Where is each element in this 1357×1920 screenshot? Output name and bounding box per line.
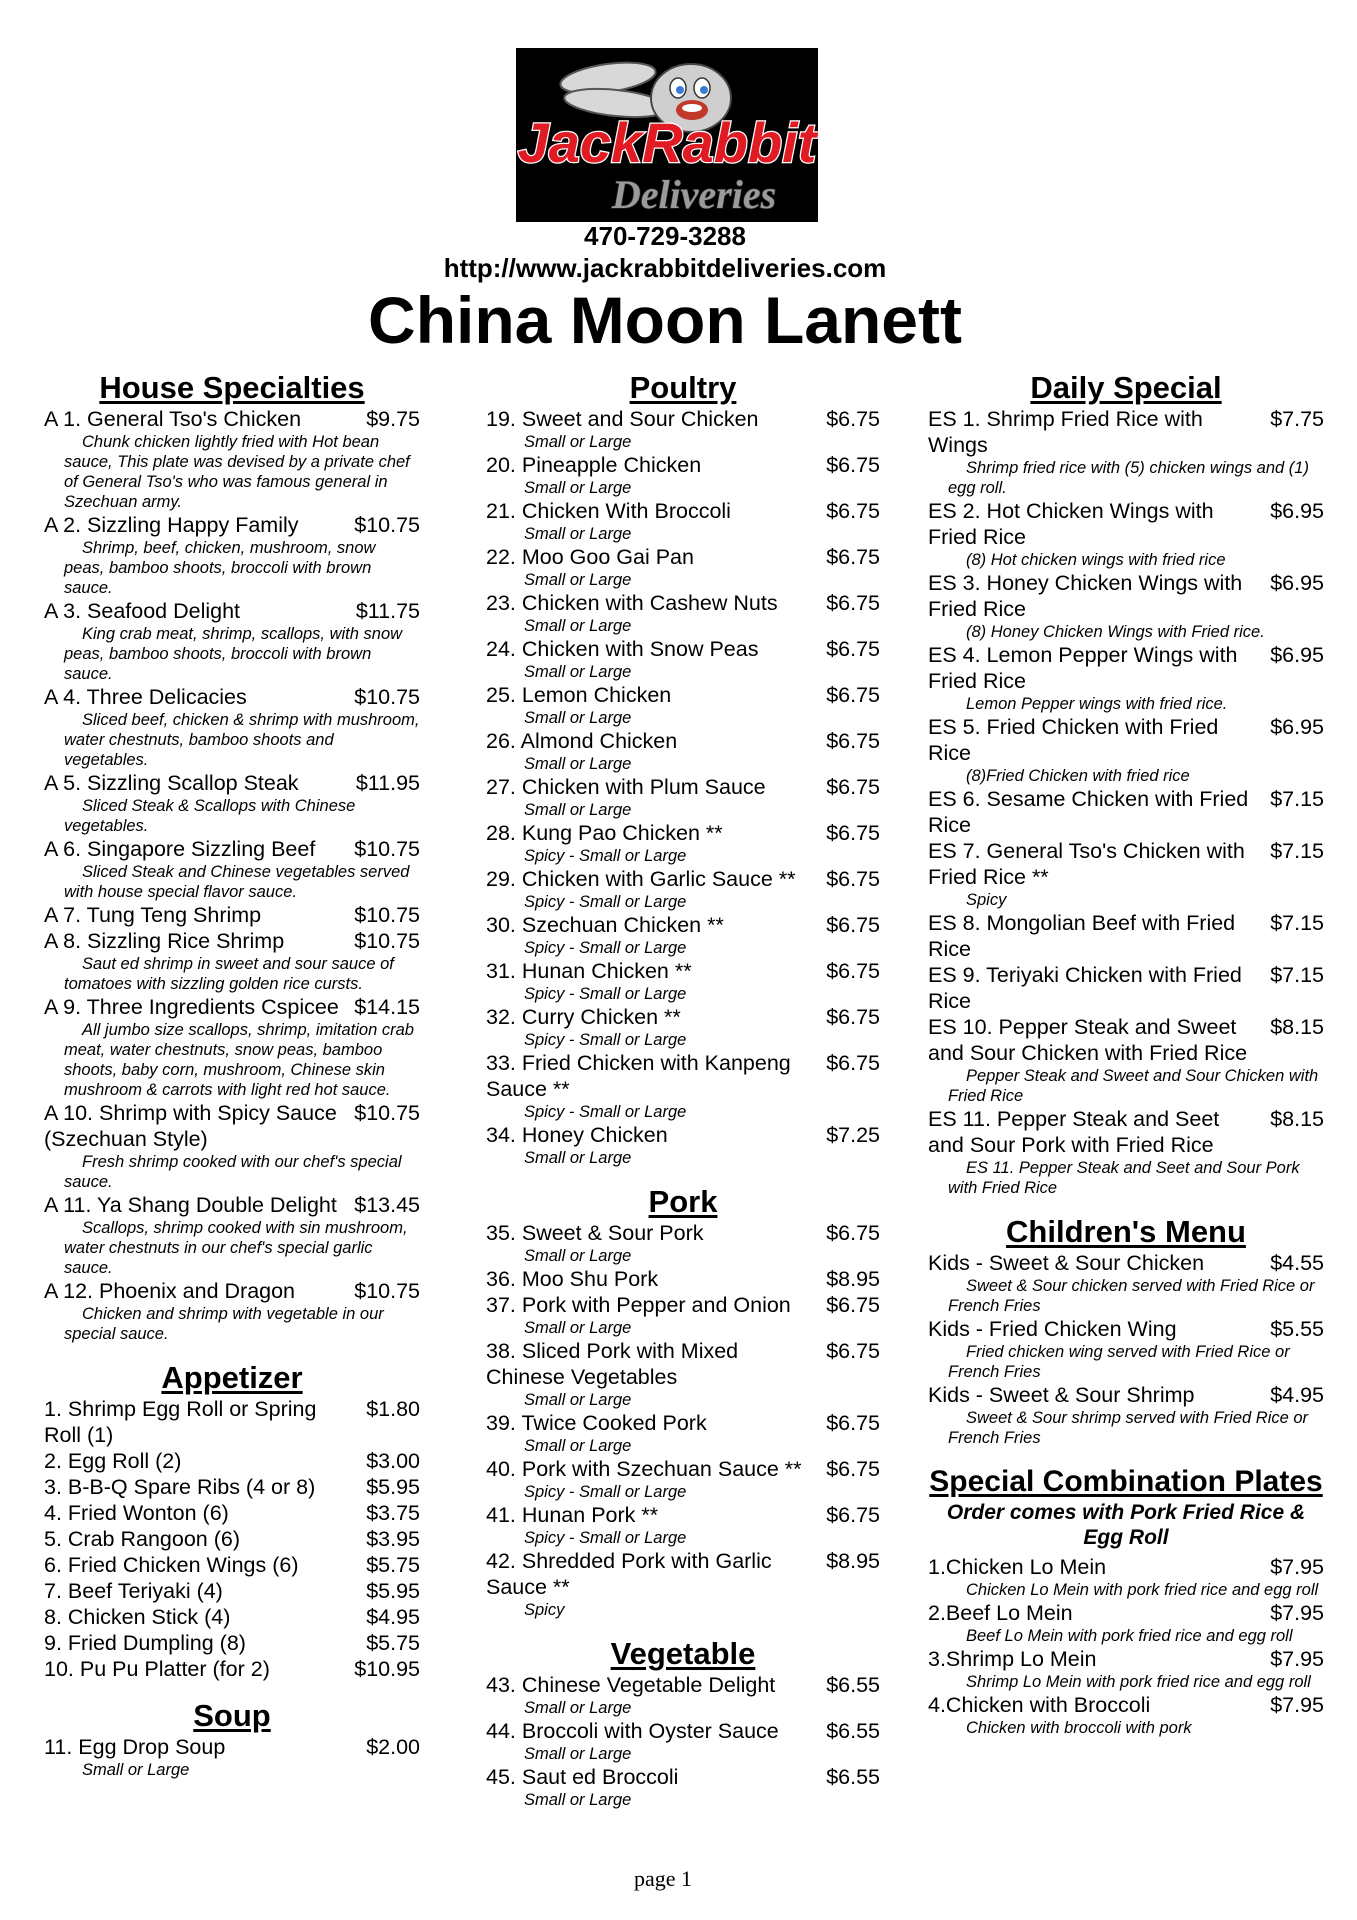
menu-item[interactable] bbox=[928, 406, 1324, 498]
menu-item-name: 33. Fried Chicken with Kanpeng Sauce ** bbox=[486, 1051, 791, 1101]
menu-item-description: Small or Large bbox=[524, 617, 632, 635]
menu-item[interactable] bbox=[44, 1578, 420, 1604]
menu-item[interactable] bbox=[928, 1554, 1324, 1600]
menu-item-name: 36. Moo Shu Pork bbox=[486, 1267, 659, 1291]
menu-item-name: ES 8. Mongolian Beef with Fried Rice bbox=[928, 911, 1236, 961]
menu-item-name: 22. Moo Goo Gai Pan bbox=[486, 545, 694, 569]
childrens-menu-list bbox=[928, 1250, 1324, 1448]
menu-item-name: 2.Beef Lo Mein bbox=[928, 1601, 1073, 1625]
pork-list bbox=[486, 1220, 880, 1620]
menu-item-description: Spicy - Small or Large bbox=[524, 1031, 687, 1049]
menu-item[interactable] bbox=[486, 1050, 880, 1122]
menu-item[interactable] bbox=[44, 1734, 420, 1780]
menu-item-description: Chunk chicken lightly fried with Hot bean sauce, This plate was devised by a private chef of General Tso's who was famous general in Szechuan army. bbox=[64, 433, 410, 511]
menu-item-name: 28. Kung Pao Chicken ** bbox=[486, 821, 723, 845]
menu-item-name: 26. Almond Chicken bbox=[486, 729, 678, 753]
menu-item[interactable] bbox=[486, 1502, 880, 1548]
menu-item-price: $6.75 bbox=[826, 867, 880, 891]
menu-item[interactable] bbox=[486, 912, 880, 958]
menu-item[interactable] bbox=[44, 928, 420, 994]
menu-item[interactable] bbox=[928, 838, 1324, 910]
menu-item-price: $6.75 bbox=[826, 1503, 880, 1527]
menu-item[interactable] bbox=[928, 1646, 1324, 1692]
menu-item-price: $10.95 bbox=[354, 1657, 420, 1681]
menu-item[interactable] bbox=[486, 1764, 880, 1810]
menu-item-price: $6.75 bbox=[826, 683, 880, 707]
menu-item-price: $7.15 bbox=[1270, 787, 1324, 811]
menu-item[interactable] bbox=[44, 1500, 420, 1526]
menu-item-description: Small or Large bbox=[524, 709, 632, 727]
menu-item-name: A 4. Three Delicacies bbox=[44, 685, 247, 709]
menu-item-price: $5.95 bbox=[366, 1475, 420, 1499]
menu-item-name: 25. Lemon Chicken bbox=[486, 683, 672, 707]
menu-item-description: Spicy - Small or Large bbox=[524, 893, 687, 911]
menu-item-price: $6.75 bbox=[826, 1339, 880, 1363]
page-number: page 1 bbox=[634, 1866, 693, 1891]
menu-item[interactable] bbox=[486, 544, 880, 590]
menu-item-price: $7.95 bbox=[1270, 1555, 1324, 1579]
menu-item[interactable] bbox=[44, 406, 420, 512]
menu-item[interactable] bbox=[486, 1266, 880, 1292]
menu-item[interactable] bbox=[486, 590, 880, 636]
menu-item[interactable] bbox=[486, 1456, 880, 1502]
menu-item-price: $6.95 bbox=[1270, 499, 1324, 523]
menu-item[interactable] bbox=[928, 1106, 1324, 1198]
menu-item[interactable] bbox=[44, 1396, 420, 1448]
menu-item-name: 19. Sweet and Sour Chicken bbox=[486, 407, 759, 431]
menu-item[interactable] bbox=[928, 714, 1324, 786]
menu-item-price: $7.15 bbox=[1270, 839, 1324, 863]
menu-item-price: $7.15 bbox=[1270, 911, 1324, 935]
menu-item-description: Small or Large bbox=[524, 755, 632, 773]
menu-item-description: Spicy bbox=[966, 891, 1007, 909]
menu-item-name: 20. Pineapple Chicken bbox=[486, 453, 702, 477]
menu-item-price: $6.95 bbox=[1270, 571, 1324, 595]
section-title-appetizer: Appetizer bbox=[161, 1360, 303, 1395]
menu-item-name: 30. Szechuan Chicken ** bbox=[486, 913, 724, 937]
menu-item-price: $6.75 bbox=[826, 407, 880, 431]
menu-item-name: 34. Honey Chicken bbox=[486, 1123, 668, 1147]
menu-item[interactable] bbox=[486, 1410, 880, 1456]
menu-item-name: 31. Hunan Chicken ** bbox=[486, 959, 692, 983]
menu-item-description: Sliced Steak and Chinese vegetables served with house special flavor sauce. bbox=[64, 863, 410, 901]
menu-item[interactable] bbox=[928, 1014, 1324, 1106]
menu-item[interactable] bbox=[928, 1250, 1324, 1316]
menu-item-description: Spicy - Small or Large bbox=[524, 847, 687, 865]
menu-item-price: $3.75 bbox=[366, 1501, 420, 1525]
menu-item-name: ES 10. Pepper Steak and Sweet and Sour Chicken with Fried Rice bbox=[928, 1015, 1248, 1065]
rabbit-icon bbox=[516, 48, 818, 222]
menu-item-price: $6.75 bbox=[826, 499, 880, 523]
menu-item-price: $6.75 bbox=[826, 1293, 880, 1317]
menu-item-price: $2.00 bbox=[366, 1735, 420, 1759]
menu-item-description: Small or Large bbox=[524, 1437, 632, 1455]
menu-item[interactable] bbox=[486, 728, 880, 774]
menu-item-price: $4.95 bbox=[1270, 1383, 1324, 1407]
menu-item-name: 21. Chicken With Broccoli bbox=[486, 499, 731, 523]
menu-item-name: 6. Fried Chicken Wings (6) bbox=[44, 1553, 299, 1577]
menu-item-name: A 5. Sizzling Scallop Steak bbox=[44, 771, 299, 795]
menu-item-name: 44. Broccoli with Oyster Sauce bbox=[486, 1719, 779, 1743]
menu-item[interactable] bbox=[44, 1278, 420, 1344]
menu-item-name: A 2. Sizzling Happy Family bbox=[44, 513, 299, 537]
menu-item-description: Sweet & Sour chicken served with Fried Rice or French Fries bbox=[948, 1277, 1315, 1315]
section-title-combination-plates: Special Combination Plates bbox=[929, 1465, 1323, 1498]
menu-item-price: $5.95 bbox=[366, 1579, 420, 1603]
menu-item-description: (8) Hot chicken wings with fried rice bbox=[966, 551, 1226, 569]
column-right bbox=[928, 370, 1324, 1738]
menu-item-price: $1.80 bbox=[366, 1397, 420, 1421]
menu-item-name: Kids - Sweet & Sour Chicken bbox=[928, 1251, 1205, 1275]
menu-item[interactable] bbox=[928, 786, 1324, 838]
menu-item-price: $7.15 bbox=[1270, 963, 1324, 987]
menu-item-price: $14.15 bbox=[354, 995, 420, 1019]
menu-item-name: ES 9. Teriyaki Chicken with Fried Rice bbox=[928, 963, 1242, 1013]
menu-item-price: $8.15 bbox=[1270, 1015, 1324, 1039]
section-title-house-specialties: House Specialties bbox=[99, 370, 365, 405]
menu-item-name: 3. B-B-Q Spare Ribs (4 or 8) bbox=[44, 1475, 316, 1499]
menu-item-description: Shrimp, beef, chicken, mushroom, snow peas, bamboo shoots, broccoli with brown sauce. bbox=[64, 539, 376, 597]
menu-item-name: A 6. Singapore Sizzling Beef bbox=[44, 837, 316, 861]
menu-item-price: $5.75 bbox=[366, 1631, 420, 1655]
menu-item-price: $6.75 bbox=[826, 775, 880, 799]
menu-item-name: 42. Shredded Pork with Garlic Sauce ** bbox=[486, 1549, 772, 1599]
menu-item-price: $6.75 bbox=[826, 959, 880, 983]
menu-item[interactable] bbox=[44, 1192, 420, 1278]
menu-item-description: Fried chicken wing served with Fried Rice or French Fries bbox=[948, 1343, 1290, 1381]
menu-item-description: Small or Large bbox=[82, 1761, 190, 1779]
menu-item-description: Scallops, shrimp cooked with sin mushroom, water chestnuts in our chef's special garlic sauce. bbox=[64, 1219, 408, 1277]
menu-item[interactable] bbox=[928, 642, 1324, 714]
menu-item-name: 32. Curry Chicken ** bbox=[486, 1005, 681, 1029]
menu-item-name: 45. Saut ed Broccoli bbox=[486, 1765, 679, 1789]
menu-item-name: ES 7. General Tso's Chicken with Fried Rice ** bbox=[928, 839, 1245, 889]
combination-note: Order comes with Pork Fried Rice & Egg Roll bbox=[946, 1501, 1306, 1549]
menu-item[interactable] bbox=[486, 1338, 880, 1410]
menu-item[interactable] bbox=[486, 1672, 880, 1718]
menu-item[interactable] bbox=[486, 1548, 880, 1620]
menu-item[interactable] bbox=[486, 866, 880, 912]
menu-item-price: $5.55 bbox=[1270, 1317, 1324, 1341]
menu-item-description: Spicy - Small or Large bbox=[524, 985, 687, 1003]
menu-item-price: $3.95 bbox=[366, 1527, 420, 1551]
menu-item[interactable] bbox=[486, 1220, 880, 1266]
menu-item[interactable] bbox=[44, 836, 420, 902]
menu-item-description: Shrimp fried rice with (5) chicken wings and (1) egg roll. bbox=[948, 459, 1309, 497]
menu-item-description: All jumbo size scallops, shrimp, imitation crab meat, water chestnuts, snow peas, bamboo shoots, baby corn, mushroom, Chinese skin mushroom & carrots with light red hot sauce. bbox=[64, 1021, 414, 1099]
combination-plates-list bbox=[928, 1554, 1324, 1738]
menu-item[interactable] bbox=[44, 994, 420, 1100]
menu-item[interactable] bbox=[44, 512, 420, 598]
menu-item-price: $5.75 bbox=[366, 1553, 420, 1577]
menu-item-description: Sweet & Sour shrimp served with Fried Rice or French Fries bbox=[948, 1409, 1309, 1447]
menu-item[interactable] bbox=[486, 1004, 880, 1050]
menu-item-name: 41. Hunan Pork ** bbox=[486, 1503, 659, 1527]
menu-item-price: $7.95 bbox=[1270, 1693, 1324, 1717]
menu-item-price: $6.75 bbox=[826, 1457, 880, 1481]
menu-item[interactable] bbox=[486, 682, 880, 728]
column-middle bbox=[486, 370, 880, 1810]
menu-item-name: A 12. Phoenix and Dragon bbox=[44, 1279, 296, 1303]
menu-item-description: King crab meat, shrimp, scallops, with snow peas, bamboo shoots, broccoli with brown sauce. bbox=[64, 625, 403, 683]
menu-item-name: A 8. Sizzling Rice Shrimp bbox=[44, 929, 285, 953]
menu-item-name: Kids - Sweet & Sour Shrimp bbox=[928, 1383, 1195, 1407]
menu-item-price: $6.95 bbox=[1270, 643, 1324, 667]
menu-item-description: Chicken with broccoli with pork bbox=[966, 1719, 1192, 1737]
section-title-pork: Pork bbox=[648, 1184, 718, 1219]
menu-item-name: 1.Chicken Lo Mein bbox=[928, 1555, 1107, 1579]
menu-item-name: 23. Chicken with Cashew Nuts bbox=[486, 591, 778, 615]
menu-item-name: 10. Pu Pu Platter (for 2) bbox=[44, 1657, 270, 1681]
menu-item-price: $10.75 bbox=[354, 903, 420, 927]
menu-item-description: Small or Large bbox=[524, 1149, 632, 1167]
menu-item-name: ES 1. Shrimp Fried Rice with Wings bbox=[928, 407, 1203, 457]
menu-item-name: 11. Egg Drop Soup bbox=[44, 1735, 226, 1759]
menu-item-name: 39. Twice Cooked Pork bbox=[486, 1411, 707, 1435]
menu-item-price: $6.75 bbox=[826, 1221, 880, 1245]
menu-item-price: $6.95 bbox=[1270, 715, 1324, 739]
menu-item-price: $7.95 bbox=[1270, 1601, 1324, 1625]
menu-item[interactable] bbox=[928, 1692, 1324, 1738]
menu-item[interactable] bbox=[928, 910, 1324, 962]
menu-item-price: $10.75 bbox=[354, 837, 420, 861]
menu-item[interactable] bbox=[486, 958, 880, 1004]
phone-number[interactable]: 470-729-3288 bbox=[584, 221, 746, 251]
menu-item-description: Small or Large bbox=[524, 479, 632, 497]
poultry-list bbox=[486, 406, 880, 1168]
appetizer-list bbox=[44, 1396, 420, 1682]
menu-item-description: Fresh shrimp cooked with our chef's special sauce. bbox=[64, 1153, 402, 1191]
menu-item-price: $6.55 bbox=[826, 1719, 880, 1743]
menu-item-price: $10.75 bbox=[354, 1279, 420, 1303]
menu-item-name: 7. Beef Teriyaki (4) bbox=[44, 1579, 223, 1603]
menu-item[interactable] bbox=[928, 570, 1324, 642]
menu-item-price: $6.55 bbox=[826, 1673, 880, 1697]
menu-item-name: 29. Chicken with Garlic Sauce ** bbox=[486, 867, 796, 891]
menu-item[interactable] bbox=[44, 1552, 420, 1578]
menu-item-price: $6.75 bbox=[826, 913, 880, 937]
menu-item-price: $10.75 bbox=[354, 513, 420, 537]
menu-item-description: Small or Large bbox=[524, 433, 632, 451]
menu-item-name: 24. Chicken with Snow Peas bbox=[486, 637, 759, 661]
menu-item-description: Saut ed shrimp in sweet and sour sauce of tomatoes with sizzling golden rice cursts. bbox=[64, 955, 394, 993]
menu-item-name: A 9. Three Ingredients Cspicee bbox=[44, 995, 339, 1019]
menu-item-price: $6.75 bbox=[826, 1051, 880, 1075]
menu-item-description: Chicken and shrimp with vegetable in our special sauce. bbox=[64, 1305, 384, 1343]
menu-item-price: $6.75 bbox=[826, 1005, 880, 1029]
menu-item-description: Spicy - Small or Large bbox=[524, 1483, 687, 1501]
menu-item-name: ES 4. Lemon Pepper Wings with Fried Rice bbox=[928, 643, 1238, 693]
menu-item-price: $6.75 bbox=[826, 591, 880, 615]
menu-item-price: $6.75 bbox=[826, 729, 880, 753]
menu-item-price: $11.75 bbox=[355, 599, 420, 623]
menu-item-price: $6.75 bbox=[826, 1411, 880, 1435]
menu-item-price: $8.95 bbox=[826, 1549, 880, 1573]
menu-item-description: Small or Large bbox=[524, 1699, 632, 1717]
menu-item-price: $6.75 bbox=[826, 821, 880, 845]
menu-item[interactable] bbox=[44, 1526, 420, 1552]
menu-item-price: $7.75 bbox=[1270, 407, 1324, 431]
menu-item-description: Small or Large bbox=[524, 801, 632, 819]
menu-item-name: 27. Chicken with Plum Sauce bbox=[486, 775, 766, 799]
menu-item-name: 40. Pork with Szechuan Sauce ** bbox=[486, 1457, 802, 1481]
menu-item[interactable] bbox=[44, 770, 420, 836]
menu-item-description: Spicy - Small or Large bbox=[524, 939, 687, 957]
menu-item-price: $8.95 bbox=[826, 1267, 880, 1291]
menu-item[interactable] bbox=[44, 598, 420, 684]
vegetable-list bbox=[486, 1672, 880, 1810]
menu-item-price: $6.75 bbox=[826, 637, 880, 661]
menu-item-description: Sliced beef, chicken & shrimp with mushroom, water chestnuts, bamboo shoots and vegetables. bbox=[64, 711, 420, 769]
menu-item-name: A 10. Shrimp with Spicy Sauce (Szechuan Style) bbox=[44, 1101, 337, 1151]
menu-item[interactable] bbox=[44, 902, 420, 928]
section-title-poultry: Poultry bbox=[629, 370, 737, 405]
menu-item-description: Small or Large bbox=[524, 571, 632, 589]
menu-item-description: ES 11. Pepper Steak and Seet and Sour Pork with Fried Rice bbox=[948, 1159, 1300, 1197]
svg-text:JackRabbit: JackRabbit bbox=[517, 111, 817, 174]
svg-text:Deliveries: Deliveries bbox=[611, 172, 777, 217]
menu-item-name: 9. Fried Dumpling (8) bbox=[44, 1631, 246, 1655]
menu-item[interactable] bbox=[928, 1316, 1324, 1382]
menu-item-name: 37. Pork with Pepper and Onion bbox=[486, 1293, 791, 1317]
menu-item-name: 38. Sliced Pork with Mixed Chinese Vegetables bbox=[486, 1339, 739, 1389]
menu-item-name: 5. Crab Rangoon (6) bbox=[44, 1527, 240, 1551]
menu-item[interactable] bbox=[44, 1630, 420, 1656]
menu-item[interactable] bbox=[928, 1600, 1324, 1646]
menu-item[interactable] bbox=[486, 636, 880, 682]
menu-item[interactable] bbox=[486, 406, 880, 452]
menu-item[interactable] bbox=[44, 684, 420, 770]
menu-item-name: ES 6. Sesame Chicken with Fried Rice bbox=[928, 787, 1249, 837]
menu-item-description: Spicy - Small or Large bbox=[524, 1529, 687, 1547]
menu-item-description: (8) Honey Chicken Wings with Fried rice. bbox=[966, 623, 1265, 641]
menu-item-description: Small or Large bbox=[524, 663, 632, 681]
menu-item-description: Beef Lo Mein with pork fried rice and egg roll bbox=[966, 1627, 1293, 1645]
column-left bbox=[44, 370, 420, 1780]
menu-item-description: Chicken Lo Mein with pork fried rice and egg roll bbox=[966, 1581, 1319, 1599]
section-title-daily-special: Daily Special bbox=[1030, 370, 1222, 405]
menu-item-price: $10.75 bbox=[354, 929, 420, 953]
menu-item-name: 3.Shrimp Lo Mein bbox=[928, 1647, 1097, 1671]
soup-list bbox=[44, 1734, 420, 1780]
house-specialties-list bbox=[44, 406, 420, 1344]
menu-item-price: $10.75 bbox=[354, 1101, 420, 1125]
menu-item[interactable] bbox=[486, 1718, 880, 1764]
menu-item[interactable] bbox=[486, 1122, 880, 1168]
menu-item[interactable] bbox=[486, 452, 880, 498]
menu-item-name: Kids - Fried Chicken Wing bbox=[928, 1317, 1177, 1341]
menu-item-price: $8.15 bbox=[1270, 1107, 1324, 1131]
menu-item-description: Lemon Pepper wings with fried rice. bbox=[966, 695, 1228, 713]
menu-item-description: Pepper Steak and Sweet and Sour Chicken with Fried Rice bbox=[948, 1067, 1319, 1105]
menu-item-description: (8)Fried Chicken with fried rice bbox=[966, 767, 1190, 785]
menu-item-name: ES 3. Honey Chicken Wings with Fried Rice bbox=[928, 571, 1243, 621]
menu-item-price: $7.95 bbox=[1270, 1647, 1324, 1671]
daily-special-list bbox=[928, 406, 1324, 1198]
menu-item[interactable] bbox=[486, 498, 880, 544]
menu-item-description: Sliced Steak & Scallops with Chinese vegetables. bbox=[64, 797, 356, 835]
menu-item-description: Small or Large bbox=[524, 1247, 632, 1265]
restaurant-name: China Moon Lanett bbox=[368, 283, 962, 357]
menu-item-description: Spicy bbox=[524, 1601, 565, 1619]
menu-item[interactable] bbox=[928, 498, 1324, 570]
menu-item-description: Small or Large bbox=[524, 1391, 632, 1409]
menu-item-name: 43. Chinese Vegetable Delight bbox=[486, 1673, 776, 1697]
section-title-vegetable: Vegetable bbox=[610, 1636, 756, 1671]
menu-item-name: ES 11. Pepper Steak and Seet and Sour Pork with Fried Rice bbox=[928, 1107, 1220, 1157]
menu-item[interactable] bbox=[928, 962, 1324, 1014]
menu-item-price: $11.95 bbox=[355, 771, 420, 795]
menu-item[interactable] bbox=[486, 1292, 880, 1338]
menu-item-price: $9.75 bbox=[366, 407, 420, 431]
jackrabbit-logo bbox=[516, 48, 818, 222]
menu-item-price: $13.45 bbox=[354, 1193, 420, 1217]
menu-item[interactable] bbox=[486, 774, 880, 820]
menu-item[interactable] bbox=[928, 1382, 1324, 1448]
menu-item-name: 35. Sweet & Sour Pork bbox=[486, 1221, 704, 1245]
section-title-soup: Soup bbox=[193, 1698, 271, 1733]
menu-item-name: A 11. Ya Shang Double Delight bbox=[44, 1193, 337, 1217]
menu-item-description: Shrimp Lo Mein with pork fried rice and egg roll bbox=[966, 1673, 1311, 1691]
menu-item-price: $7.25 bbox=[826, 1123, 880, 1147]
menu-item[interactable] bbox=[44, 1100, 420, 1192]
menu-item[interactable] bbox=[486, 820, 880, 866]
menu-item-price: $4.55 bbox=[1270, 1251, 1324, 1275]
menu-item-name: 8. Chicken Stick (4) bbox=[44, 1605, 231, 1629]
menu-item-price: $6.75 bbox=[826, 453, 880, 477]
menu-item-name: 4.Chicken with Broccoli bbox=[928, 1693, 1151, 1717]
menu-item-price: $3.00 bbox=[366, 1449, 420, 1473]
menu-item[interactable] bbox=[44, 1604, 420, 1630]
menu-item[interactable] bbox=[44, 1656, 420, 1682]
menu-item-description: Small or Large bbox=[524, 1319, 632, 1337]
menu-item-name: ES 2. Hot Chicken Wings with Fried Rice bbox=[928, 499, 1214, 549]
menu-item-name: 4. Fried Wonton (6) bbox=[44, 1501, 229, 1525]
menu-item[interactable] bbox=[44, 1474, 420, 1500]
menu-item-description: Small or Large bbox=[524, 1791, 632, 1809]
website-link[interactable]: http://www.jackrabbitdeliveries.com bbox=[443, 253, 887, 283]
menu-item-name: A 7. Tung Teng Shrimp bbox=[44, 903, 262, 927]
menu-item-description: Small or Large bbox=[524, 1745, 632, 1763]
menu-item-name: 2. Egg Roll (2) bbox=[44, 1449, 182, 1473]
menu-item-description: Spicy - Small or Large bbox=[524, 1103, 687, 1121]
section-title-childrens-menu: Children's Menu bbox=[1006, 1214, 1246, 1249]
menu-item-price: $6.55 bbox=[826, 1765, 880, 1789]
menu-item-price: $4.95 bbox=[366, 1605, 420, 1629]
menu-item-name: 1. Shrimp Egg Roll or Spring Roll (1) bbox=[44, 1397, 317, 1447]
menu-item-name: A 3. Seafood Delight bbox=[44, 599, 241, 623]
menu-item-price: $10.75 bbox=[354, 685, 420, 709]
menu-item-name: A 1. General Tso's Chicken bbox=[44, 407, 302, 431]
menu-item-description: Small or Large bbox=[524, 525, 632, 543]
menu-item-price: $6.75 bbox=[826, 545, 880, 569]
menu-item-name: ES 5. Fried Chicken with Fried Rice bbox=[928, 715, 1219, 765]
menu-item[interactable] bbox=[44, 1448, 420, 1474]
